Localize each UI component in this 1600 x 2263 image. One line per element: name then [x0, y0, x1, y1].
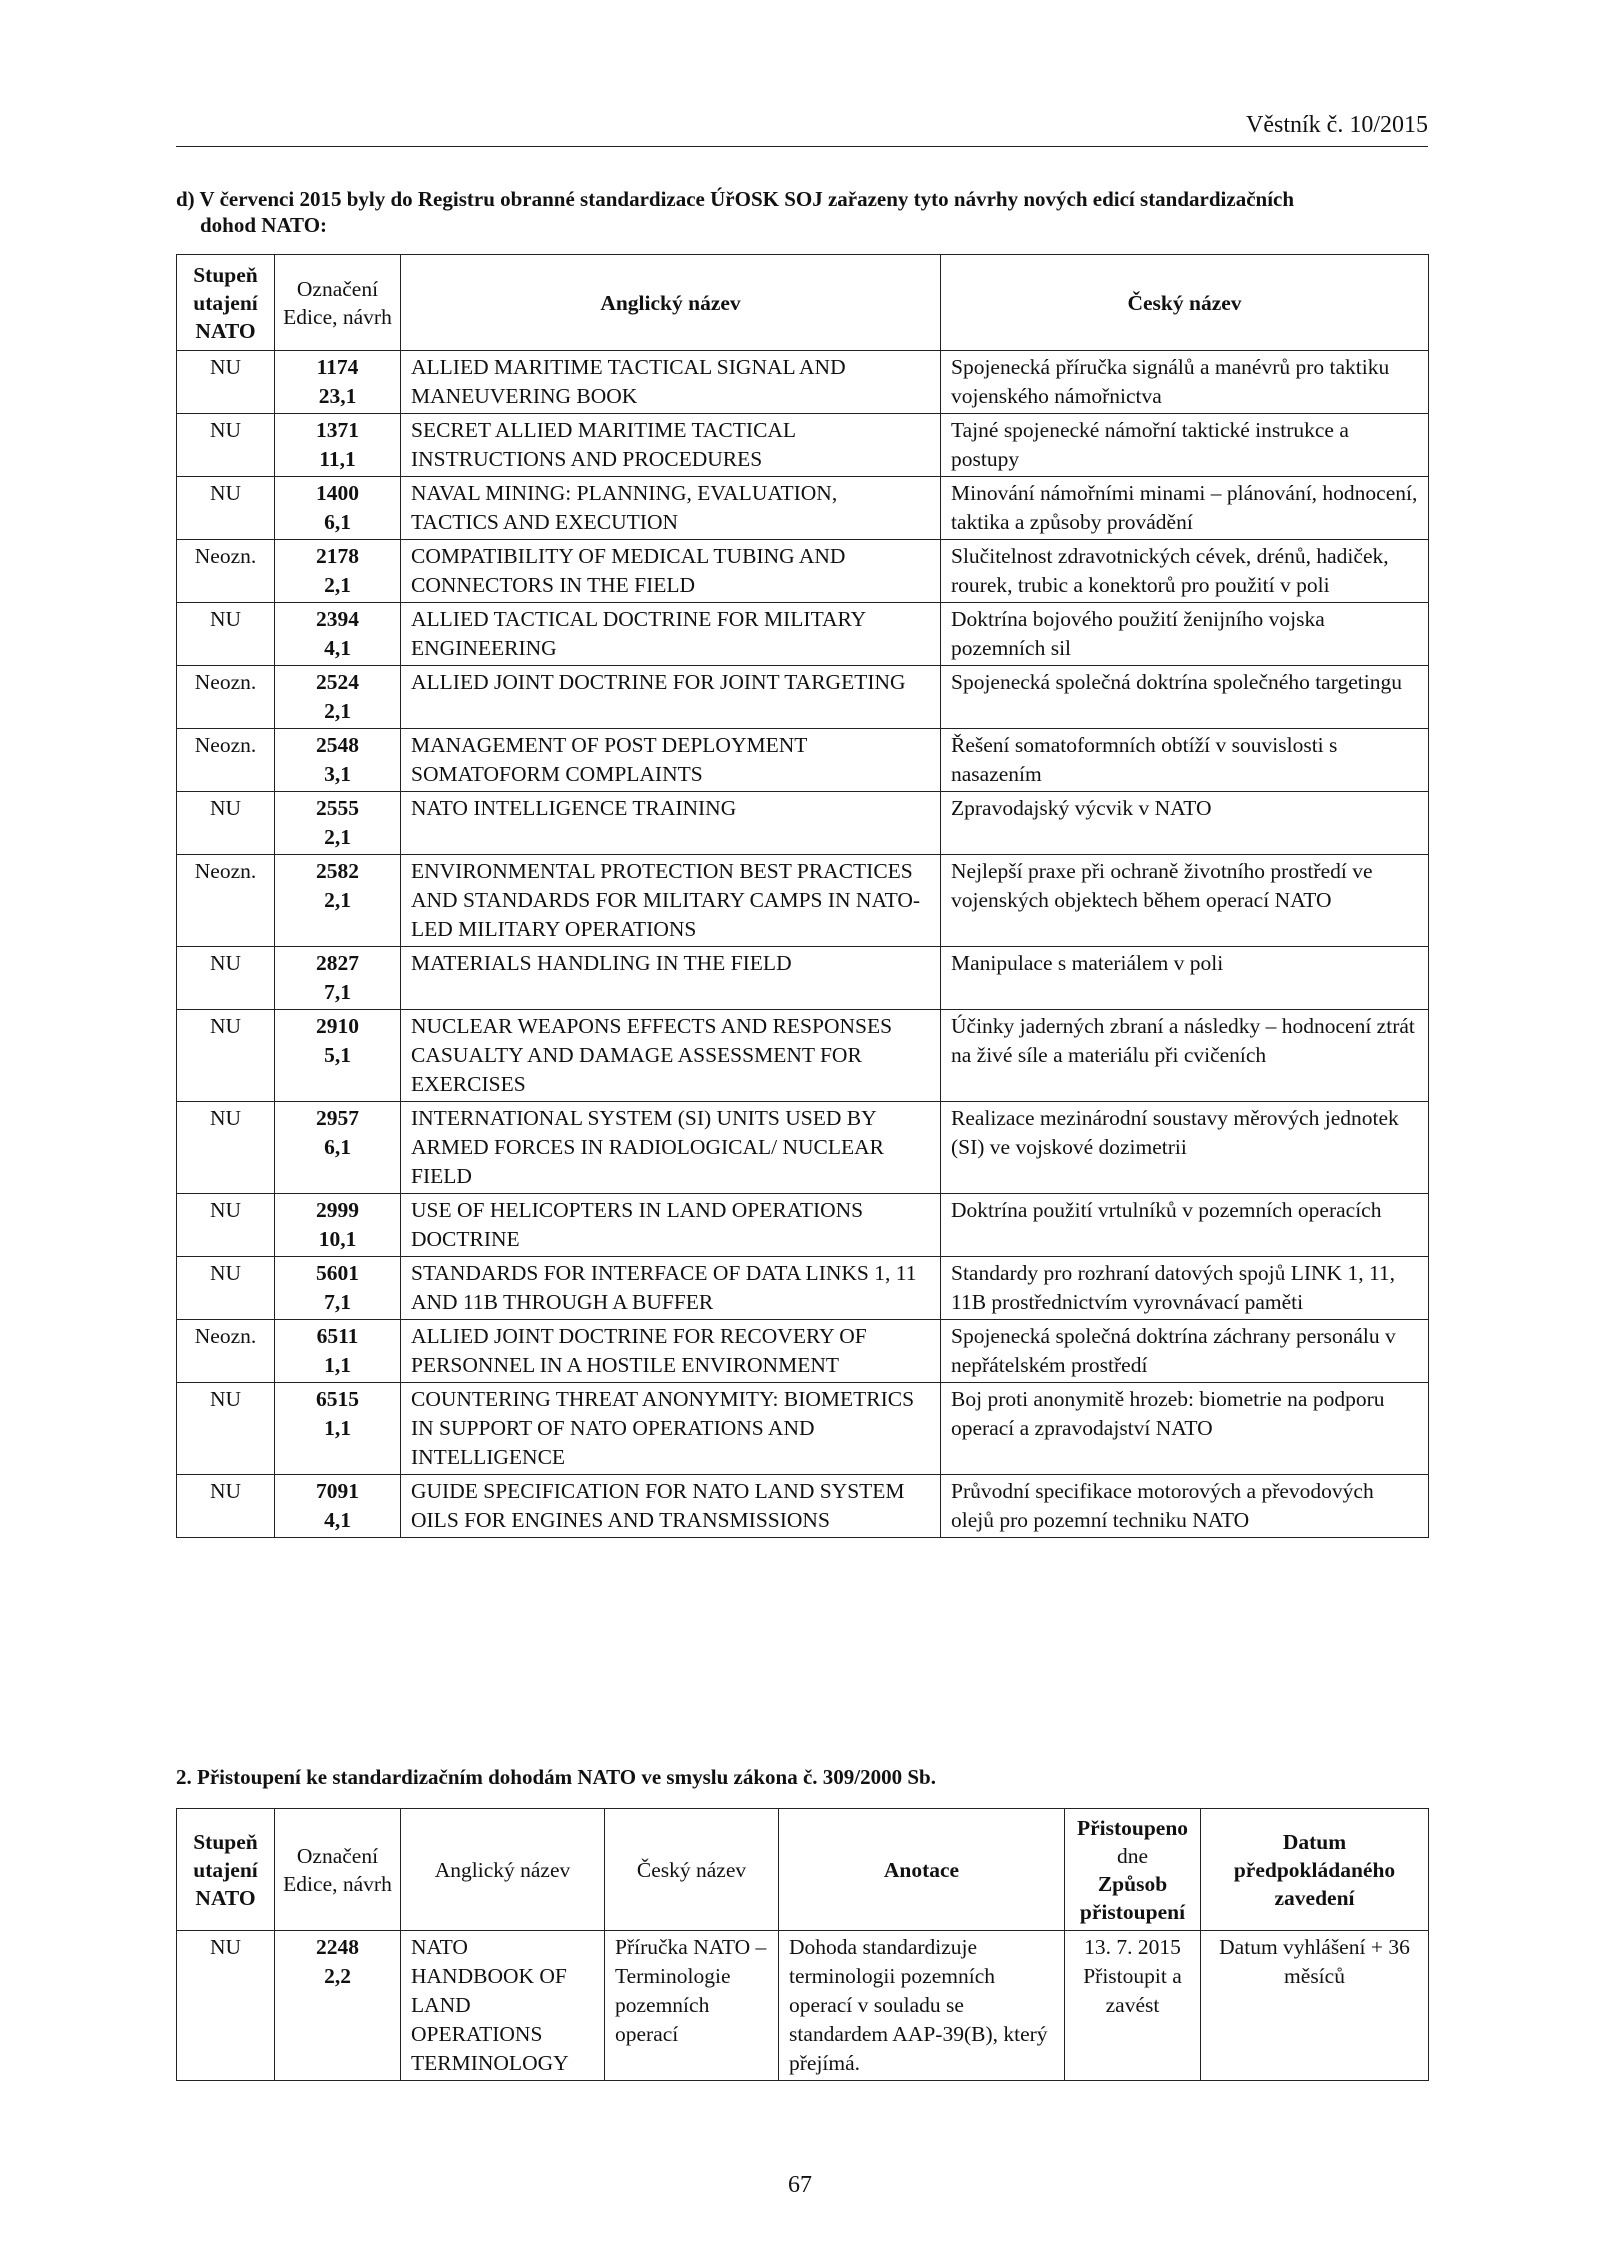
edition-number: 7,1 — [324, 1290, 351, 1314]
accession-method: Přistoupit a zavést — [1083, 1964, 1182, 2017]
header-czech-title: Český název — [605, 1809, 779, 1931]
edition-number: 6,1 — [324, 1135, 351, 1159]
header-english-title: Anglický název — [401, 1809, 605, 1931]
czech-title-cell: Nejlepší praxe při ochraně životního prostředí ve vojenských objektech během operací NATO — [941, 855, 1429, 947]
edition-number: 4,1 — [324, 1508, 351, 1532]
classification-cell: NU — [177, 351, 275, 414]
stanag-number: 6511 — [316, 1324, 359, 1348]
section-d-heading — [176, 186, 1428, 238]
english-title-cell: ALLIED JOINT DOCTRINE FOR RECOVERY OF PERSONNEL IN A HOSTILE ENVIRONMENT — [401, 1320, 941, 1383]
czech-title-cell: Tajné spojenecké námořní taktické instrukce a postupy — [941, 414, 1429, 477]
edition-number: 10,1 — [318, 1227, 357, 1251]
table-row — [177, 351, 1429, 414]
designation-cell — [275, 947, 401, 1010]
czech-title-cell: Manipulace s materiálem v poli — [941, 947, 1429, 1010]
english-title-cell: ENVIRONMENTAL PROTECTION BEST PRACTICES AND STANDARDS FOR MILITARY CAMPS IN NATO-LED MILITARY OPERATIONS — [401, 855, 941, 947]
classification-cell: NU — [177, 1194, 275, 1257]
section-2-heading: 2. Přistoupení ke standardizačním dohodám NATO ve smyslu zákona č. 309/2000 Sb. — [176, 1765, 936, 1789]
edition-number: 11,1 — [319, 447, 356, 471]
czech-title-cell: Doktrína bojového použití ženijního vojska pozemních sil — [941, 603, 1429, 666]
edition-number: 23,1 — [318, 384, 357, 408]
czech-title-cell: Spojenecká příručka signálů a manévrů pro taktiku vojenského námořnictva — [941, 351, 1429, 414]
classification-cell: NU — [177, 1383, 275, 1475]
czech-title-cell: Standardy pro rozhraní datových spojů LINK 1, 11, 11B prostřednictvím vyrovnávací paměti — [941, 1257, 1429, 1320]
header-designation: Označení Edice, návrh — [275, 1809, 401, 1931]
classification-cell: NU — [177, 1931, 275, 2081]
table-row — [177, 1931, 1429, 2081]
new-editions-table — [176, 254, 1429, 1538]
table-row — [177, 1102, 1429, 1194]
classification-cell: Neozn. — [177, 1320, 275, 1383]
edition-number: 4,1 — [324, 636, 351, 660]
edition-number: 2,1 — [324, 825, 351, 849]
edition-number: 2,1 — [324, 699, 351, 723]
designation-cell — [275, 1194, 401, 1257]
english-title-cell: ALLIED TACTICAL DOCTRINE FOR MILITARY ENGINEERING — [401, 603, 941, 666]
implementation-date-cell: Datum vyhlášení + 36 měsíců — [1201, 1931, 1429, 2081]
edition-number: 7,1 — [324, 980, 351, 1004]
stanag-number: 2555 — [316, 796, 359, 820]
designation-cell — [275, 1383, 401, 1475]
edition-number: 3,1 — [324, 762, 351, 786]
designation-cell — [275, 666, 401, 729]
table-row — [177, 729, 1429, 792]
english-title-cell: NATO HANDBOOK OF LAND OPERATIONS TERMINOLOGY — [401, 1931, 605, 2081]
classification-cell: NU — [177, 1010, 275, 1102]
designation-cell — [275, 1102, 401, 1194]
header-implementation-date: Datum předpokládaného zavedení — [1201, 1809, 1429, 1931]
classification-cell: Neozn. — [177, 729, 275, 792]
table-row — [177, 477, 1429, 540]
czech-title-cell: Průvodní specifikace motorových a převodových olejů pro pozemní techniku NATO — [941, 1475, 1429, 1538]
stanag-number: 2548 — [316, 733, 359, 757]
english-title-cell: MANAGEMENT OF POST DEPLOYMENT SOMATOFORM COMPLAINTS — [401, 729, 941, 792]
stanag-number: 2394 — [316, 607, 359, 631]
table-row — [177, 666, 1429, 729]
designation-cell — [275, 540, 401, 603]
classification-cell: NU — [177, 414, 275, 477]
stanag-number: 5601 — [316, 1261, 359, 1285]
stanag-number: 2957 — [316, 1106, 359, 1130]
english-title-cell: USE OF HELICOPTERS IN LAND OPERATIONS DOCTRINE — [401, 1194, 941, 1257]
classification-cell: Neozn. — [177, 855, 275, 947]
czech-title-cell: Spojenecká společná doktrína společného targetingu — [941, 666, 1429, 729]
english-title-cell: SECRET ALLIED MARITIME TACTICAL INSTRUCTIONS AND PROCEDURES — [401, 414, 941, 477]
stanag-number: 2910 — [316, 1014, 359, 1038]
table-row — [177, 792, 1429, 855]
edition-number: 2,1 — [324, 888, 351, 912]
stanag-number: 1371 — [316, 418, 359, 442]
stanag-number: 2582 — [316, 859, 359, 883]
english-title-cell: NUCLEAR WEAPONS EFFECTS AND RESPONSES CASUALTY AND DAMAGE ASSESSMENT FOR EXERCISES — [401, 1010, 941, 1102]
table-row — [177, 603, 1429, 666]
page-number: 67 — [788, 2172, 812, 2198]
czech-title-cell: Zpravodajský výcvik v NATO — [941, 792, 1429, 855]
czech-title-cell: Slučitelnost zdravotnických cévek, drénů, hadiček, rourek, trubic a konektorů pro použití v poli — [941, 540, 1429, 603]
table-row — [177, 1383, 1429, 1475]
section-d-heading-line1: d) V červenci 2015 byly do Registru obranné standardizace ÚřOSK SOJ zařazeny tyto návrhy nových edicí standardizačních — [176, 187, 1295, 211]
stanag-number: 1400 — [316, 481, 359, 505]
designation-cell — [275, 855, 401, 947]
designation-cell — [275, 1010, 401, 1102]
czech-title-cell: Příručka NATO – Terminologie pozemních operací — [605, 1931, 779, 2081]
designation-cell — [275, 477, 401, 540]
stanag-number: 2524 — [316, 670, 359, 694]
designation-cell — [275, 351, 401, 414]
edition-number: 2,1 — [324, 573, 351, 597]
english-title-cell: NAVAL MINING: PLANNING, EVALUATION, TACTICS AND EXECUTION — [401, 477, 941, 540]
classification-cell: NU — [177, 792, 275, 855]
classification-cell: NU — [177, 603, 275, 666]
classification-cell: NU — [177, 477, 275, 540]
table-row — [177, 1010, 1429, 1102]
english-title-cell: INTERNATIONAL SYSTEM (SI) UNITS USED BY ARMED FORCES IN RADIOLOGICAL/ NUCLEAR FIELD — [401, 1102, 941, 1194]
english-title-cell: GUIDE SPECIFICATION FOR NATO LAND SYSTEM OILS FOR ENGINES AND TRANSMISSIONS — [401, 1475, 941, 1538]
section-d-heading-line2: dohod NATO: — [200, 213, 328, 237]
designation-cell — [275, 1475, 401, 1538]
classification-cell: NU — [177, 1257, 275, 1320]
edition-number: 1,1 — [324, 1416, 351, 1440]
edition-number: 1,1 — [324, 1353, 351, 1377]
czech-title-cell: Spojenecká společná doktrína záchrany personálu v nepřátelském prostředí — [941, 1320, 1429, 1383]
table-row — [177, 414, 1429, 477]
classification-cell: NU — [177, 947, 275, 1010]
journal-issue-label: Věstník č. 10/2015 — [1246, 112, 1428, 138]
stanag-number: 7091 — [316, 1479, 359, 1503]
header-classification: Stupeň utajení NATO — [177, 1809, 275, 1931]
english-title-cell: COUNTERING THREAT ANONYMITY: BIOMETRICS IN SUPPORT OF NATO OPERATIONS AND INTELLIGENCE — [401, 1383, 941, 1475]
header-classification: Stupeň utajení NATO — [177, 255, 275, 351]
english-title-cell: MATERIALS HANDLING IN THE FIELD — [401, 947, 941, 1010]
stanag-number: 2178 — [316, 544, 359, 568]
designation-cell — [275, 603, 401, 666]
designation-cell — [275, 1257, 401, 1320]
header-czech-title: Český název — [941, 255, 1429, 351]
stanag-number: 6515 — [316, 1387, 359, 1411]
czech-title-cell: Boj proti anonymitě hrozeb: biometrie na podporu operací a zpravodajství NATO — [941, 1383, 1429, 1475]
table-row — [177, 947, 1429, 1010]
czech-title-cell: Realizace mezinárodní soustavy měrových jednotek (SI) ve vojskové dozimetrii — [941, 1102, 1429, 1194]
table-row — [177, 1320, 1429, 1383]
edition-number: 2,2 — [324, 1964, 351, 1988]
english-title-cell: NATO INTELLIGENCE TRAINING — [401, 792, 941, 855]
stanag-number: 2827 — [316, 951, 359, 975]
header-english-title: Anglický název — [401, 255, 941, 351]
english-title-cell: COMPATIBILITY OF MEDICAL TUBING AND CONNECTORS IN THE FIELD — [401, 540, 941, 603]
table-header-row — [177, 1809, 1429, 1931]
stanag-number: 2248 — [316, 1935, 359, 1959]
czech-title-cell: Účinky jaderných zbraní a následky – hodnocení ztrát na živé síle a materiálu při cvičeních — [941, 1010, 1429, 1102]
designation-cell — [275, 1931, 401, 2081]
classification-cell: NU — [177, 1102, 275, 1194]
designation-cell — [275, 792, 401, 855]
designation-cell — [275, 414, 401, 477]
header-accession: Přistoupeno dne Způsob přistoupení — [1065, 1809, 1201, 1931]
table-row — [177, 1194, 1429, 1257]
accession-date: 13. 7. 2015 — [1084, 1935, 1181, 1959]
table-row — [177, 540, 1429, 603]
english-title-cell: ALLIED JOINT DOCTRINE FOR JOINT TARGETING — [401, 666, 941, 729]
page-header — [176, 108, 1428, 147]
stanag-number: 1174 — [316, 355, 359, 379]
classification-cell: NU — [177, 1475, 275, 1538]
stanag-number: 2999 — [316, 1198, 359, 1222]
header-annotation: Anotace — [779, 1809, 1065, 1931]
annotation-cell: Dohoda standardizuje terminologii pozemních operací v souladu se standardem AAP-39(B), který přejímá. — [779, 1931, 1065, 2081]
table-header-row — [177, 255, 1429, 351]
edition-number: 6,1 — [324, 510, 351, 534]
czech-title-cell: Minování námořními minami – plánování, hodnocení, taktika a způsoby provádění — [941, 477, 1429, 540]
edition-number: 5,1 — [324, 1043, 351, 1067]
english-title-cell: STANDARDS FOR INTERFACE OF DATA LINKS 1, 11 AND 11B THROUGH A BUFFER — [401, 1257, 941, 1320]
table-row — [177, 855, 1429, 947]
classification-cell: Neozn. — [177, 666, 275, 729]
designation-cell — [275, 1320, 401, 1383]
designation-cell — [275, 729, 401, 792]
header-designation: Označení Edice, návrh — [275, 255, 401, 351]
czech-title-cell: Doktrína použití vrtulníků v pozemních operacích — [941, 1194, 1429, 1257]
table-row — [177, 1257, 1429, 1320]
classification-cell: Neozn. — [177, 540, 275, 603]
czech-title-cell: Řešení somatoformních obtíží v souvislosti s nasazením — [941, 729, 1429, 792]
table-row — [177, 1475, 1429, 1538]
accession-table — [176, 1808, 1429, 2081]
accession-cell — [1065, 1931, 1201, 2081]
english-title-cell: ALLIED MARITIME TACTICAL SIGNAL AND MANEUVERING BOOK — [401, 351, 941, 414]
